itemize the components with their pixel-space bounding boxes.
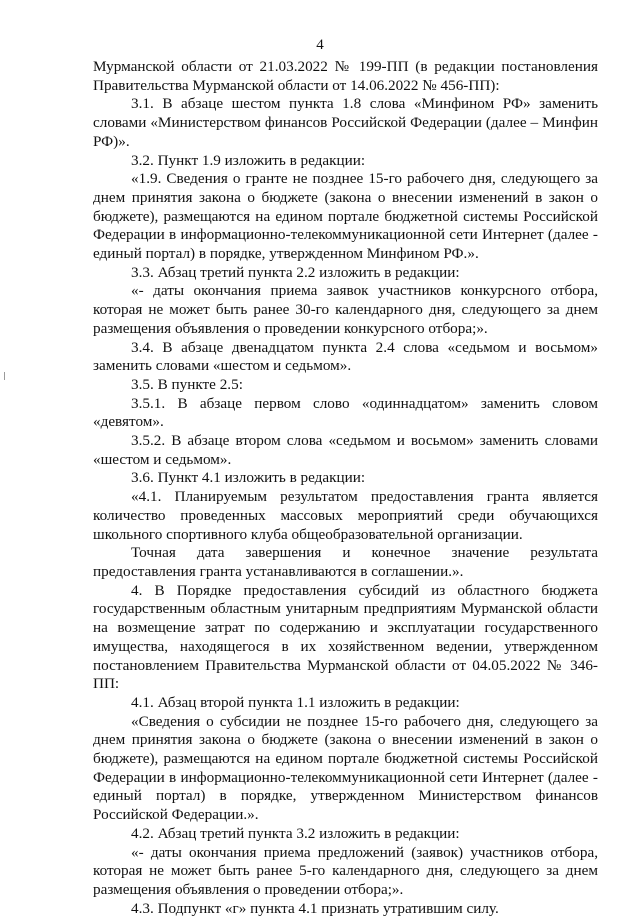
paragraph-3-2: 3.2. Пункт 1.9 изложить в редакции: [131, 151, 366, 169]
paragraph-3-2-quote: «- даты окончания приема предложений (заявок) участников отбора, которая не может быть ранее 5-го календарного дня, следующего за днем размещения объявления о проведении отбора;». [93, 843, 598, 898]
paragraph-3-5-1: 3.5.1. В абзаце первом слово «одиннадцатом» заменить словом «девятом». [93, 394, 598, 431]
page-number: 4 [316, 37, 324, 53]
paragraph-3-6: 3.6. Пункт 4.1 изложить в редакции: [131, 469, 366, 487]
paragraph-3-5-2: 3.5.2. В абзаце втором слова «седьмом и восьмом» заменить словами «шестом и седьмом». [93, 432, 598, 468]
paragraph-3-1: 3.1. В абзаце шестом пункта 1.8 слова «Минфином РФ» заменить словами «Министерством финансов Российской Федерации (далее – Минфин РФ)». [93, 95, 598, 150]
paragraph-2-2-quote: «- даты окончания приема заявок участников конкурсного отбора, которая не может быть ранее 30-го календарного дня, следующего за днем размещения объявления о проведении конкурсного отбора;». [93, 282, 598, 337]
paragraph-3-4: 3.4. В абзаце двенадцатом пункта 2.4 слова «седьмом и восьмом» заменить словами «шестом и седьмом». [93, 338, 598, 375]
paragraph-1-9-quote: «1.9. Сведения о гранте не позднее 15-го рабочего дня, следующего за днем принятия закона о бюджете (закона о внесении изменений в закон о бюджете), размещаются на едином портале бюджетной системы Российской Федерации в информационно-телекоммуникационной сети Интернет (далее - единый портал) в порядке, утвержденном Минфином РФ.». [93, 170, 598, 263]
paragraph-4-1-quote: «4.1. Планируемым результатом предоставления гранта является количество проведенных массовых мероприятий среди обучающихся школьного спортивного клуба общеобразовательной организации. [93, 488, 598, 543]
paragraph-4-2: 4.2. Абзац третий пункта 3.2 изложить в редакции: [131, 824, 460, 842]
paragraph-4-1: 4.1. Абзац второй пункта 1.1 изложить в редакции: [131, 693, 460, 711]
paragraph-4-3: 4.3. Подпункт «г» пункта 4.1 признать утратившим силу. [131, 899, 499, 917]
document-body [93, 58, 598, 918]
paragraph-3-5: 3.5. В пункте 2.5: [131, 375, 243, 393]
paragraph-3-3: 3.3. Абзац третий пункта 2.2 изложить в редакции: [131, 263, 460, 281]
paragraph-continuation: Мурманской области от 21.03.2022 № 199-ПП (в редакции постановления Правительства Мурманской области от 14.06.2022 № 456-ПП): [93, 58, 598, 94]
paragraph-4-1-quote-cont: Точная дата завершения и конечное значение результата предоставления гранта устанавливаются в соглашении.». [93, 544, 598, 580]
paragraph-1-1-quote: «Сведения о субсидии не позднее 15-го рабочего дня, следующего за днем принятия закона о бюджете (закона о внесении изменений в закон о бюджете), размещаются на едином портале бюджетной системы Российской Федерации в информационно-телекоммуникационной сети Интернет (далее - единый портал) в порядке, утвержденном Министерством финансов Российской Федерации.». [93, 712, 598, 824]
margin-mark [4, 372, 5, 380]
paragraph-4: 4. В Порядке предоставления субсидий из областного бюджета государственным областным унитарным предприятиям Мурманской области на возмещение затрат по содержанию и эксплуатации государственного имущества, находящегося в их хозяйственном ведении, утвержденном постановлением Правительства Мурманской области от 04.05.2022 № 346-ПП: [93, 581, 598, 693]
